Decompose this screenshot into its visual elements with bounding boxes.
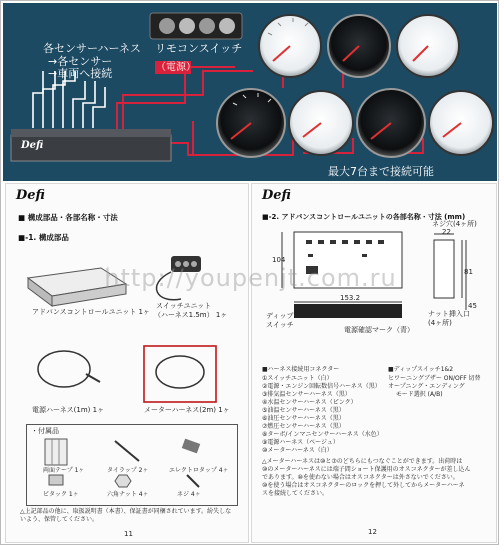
accessory-electro-tap: エレクトロタップ 4ヶ	[169, 467, 229, 474]
max-gauges-label: 最大7台まで接続可能	[328, 165, 434, 178]
accessories-box	[26, 424, 238, 506]
dim-81: 81	[464, 268, 473, 276]
page-number: 12	[368, 528, 377, 536]
subsection-marker-icon: ■	[262, 213, 269, 221]
part-power-harness: 電源ハーネス(1m) 1ヶ	[32, 406, 105, 414]
dip-title: ■ディップスイッチ1&2	[388, 366, 454, 373]
connector-4: ④水温センサーハーネス（ピンク）	[262, 399, 357, 406]
contents-note: △上記部品の他に、取扱説明書（本書）、保証書が同梱されています。紛失しないよう、保管してください。	[20, 508, 232, 523]
brand-logo: Defi	[262, 188, 291, 203]
note-line-4: ⑩を使う場合はオスコネクターのロックを押して外してからメーターハーネ	[262, 482, 465, 489]
watermark: http://youpenjt.com.ru	[104, 264, 397, 292]
part-switch-unit: スイッチユニット	[156, 302, 212, 310]
dim-104: 104	[272, 256, 286, 264]
dim-153: 153.2	[340, 294, 361, 302]
sensor-harness-label: 各センサーハーネス	[43, 42, 141, 55]
dip-item-1: ヒワーニングブザー ON/OFF 切替	[388, 375, 481, 382]
manual-page-right	[251, 183, 497, 543]
connector-10: ⑩メーターハーネス（白）	[262, 447, 333, 454]
unit-brand-logo: Defi	[21, 140, 44, 151]
note-line-3: であります。⑩を使わない場合はオスコネクターは外さないでください。	[262, 474, 459, 481]
power-mark-label: 電源確認マーク（青）	[344, 326, 414, 334]
connector-3: ③排気温センサーハーネス（黒）	[262, 391, 351, 398]
note-line-5: スを接続してください。	[262, 490, 329, 497]
part-switch-unit-sub: （ハーネス1.5m） 1ヶ	[154, 311, 228, 319]
dip-switch-label: ディップ スイッチ	[266, 312, 294, 329]
connector-title: ■ハーネス接続用コネクター	[262, 366, 340, 373]
brand-logo: Defi	[16, 188, 45, 203]
accessories-title: ・付属品	[31, 427, 59, 435]
subsection-title: ■-2. アドバンスコントロールユニットの各部名称・寸法 (mm)	[262, 213, 466, 221]
page-number: 11	[124, 530, 133, 538]
sensor-harness-sub2: →車両へ接続	[48, 67, 113, 80]
nut-hole-label: ナット挿入口 (4ヶ所)	[428, 310, 470, 327]
power-label: （電源）	[156, 62, 196, 73]
system-overview-photo	[3, 3, 497, 181]
accessory-screw: ネジ 4ヶ	[177, 491, 201, 498]
part-meter-harness: メーターハーネス(2m) 1ヶ	[144, 406, 230, 414]
accessory-hex-nut: 六角ナット 4ヶ	[107, 491, 149, 498]
connector-7: ⑦燃圧センサーハーネス（黒）	[262, 423, 345, 430]
dip-item-2: オープニング・エンディング	[388, 383, 465, 390]
unit-dimension-drawing	[252, 220, 496, 365]
connector-2: ②電源・エンジン回転数信号ハーネス（黒）	[262, 383, 381, 390]
dip-item-3: モード選択 (A/B)	[396, 391, 443, 398]
subsection-marker-icon: ■	[18, 233, 26, 242]
system-wiring-illustration	[3, 3, 497, 181]
manual-spread	[3, 183, 497, 543]
section-marker-icon: ■	[18, 213, 28, 222]
part-advance-unit: アドバンスコントロールユニット 1ヶ	[32, 308, 150, 316]
note-line-1: △メーターハーネスは⑩と⑦のどちらにもつなぐことができます。出荷時は	[262, 458, 463, 465]
connector-8: ⑧ターボ/インマニセンサーハーネス（水色）	[262, 431, 383, 438]
connector-9: ⑨電源ハーネス（ベージュ）	[262, 439, 339, 446]
accessory-double-tape: 両面テープ 1ヶ	[43, 467, 85, 474]
manual-page-left	[5, 183, 249, 543]
dim-screw-hole: ネジ穴(4ヶ所)	[432, 220, 477, 228]
section-title: ■ 構成部品・各部名称・寸法	[18, 213, 118, 222]
subsection-title: ■-1. 構成部品	[18, 233, 69, 242]
remote-switch-label: リモコンスイッチ	[155, 42, 243, 55]
note-line-2: ⑩のメーターハーネスには端子間ショート保護用のオスコネクターが差し込ん	[262, 466, 471, 473]
connector-1: ①スイッチユニット（白）	[262, 375, 333, 382]
connector-5: ⑤油温センサーハーネス（黒）	[262, 407, 345, 414]
sensor-harness-sub1: →各センサー	[48, 55, 113, 68]
dim-22: 22	[442, 228, 451, 236]
accessory-bitac: ビタック 1ヶ	[43, 491, 79, 498]
connector-6: ⑥油圧センサーハーネス（黒）	[262, 415, 345, 422]
dim-45: 45	[468, 302, 477, 310]
accessory-tie-wrap: タイラップ 2ヶ	[107, 467, 149, 474]
